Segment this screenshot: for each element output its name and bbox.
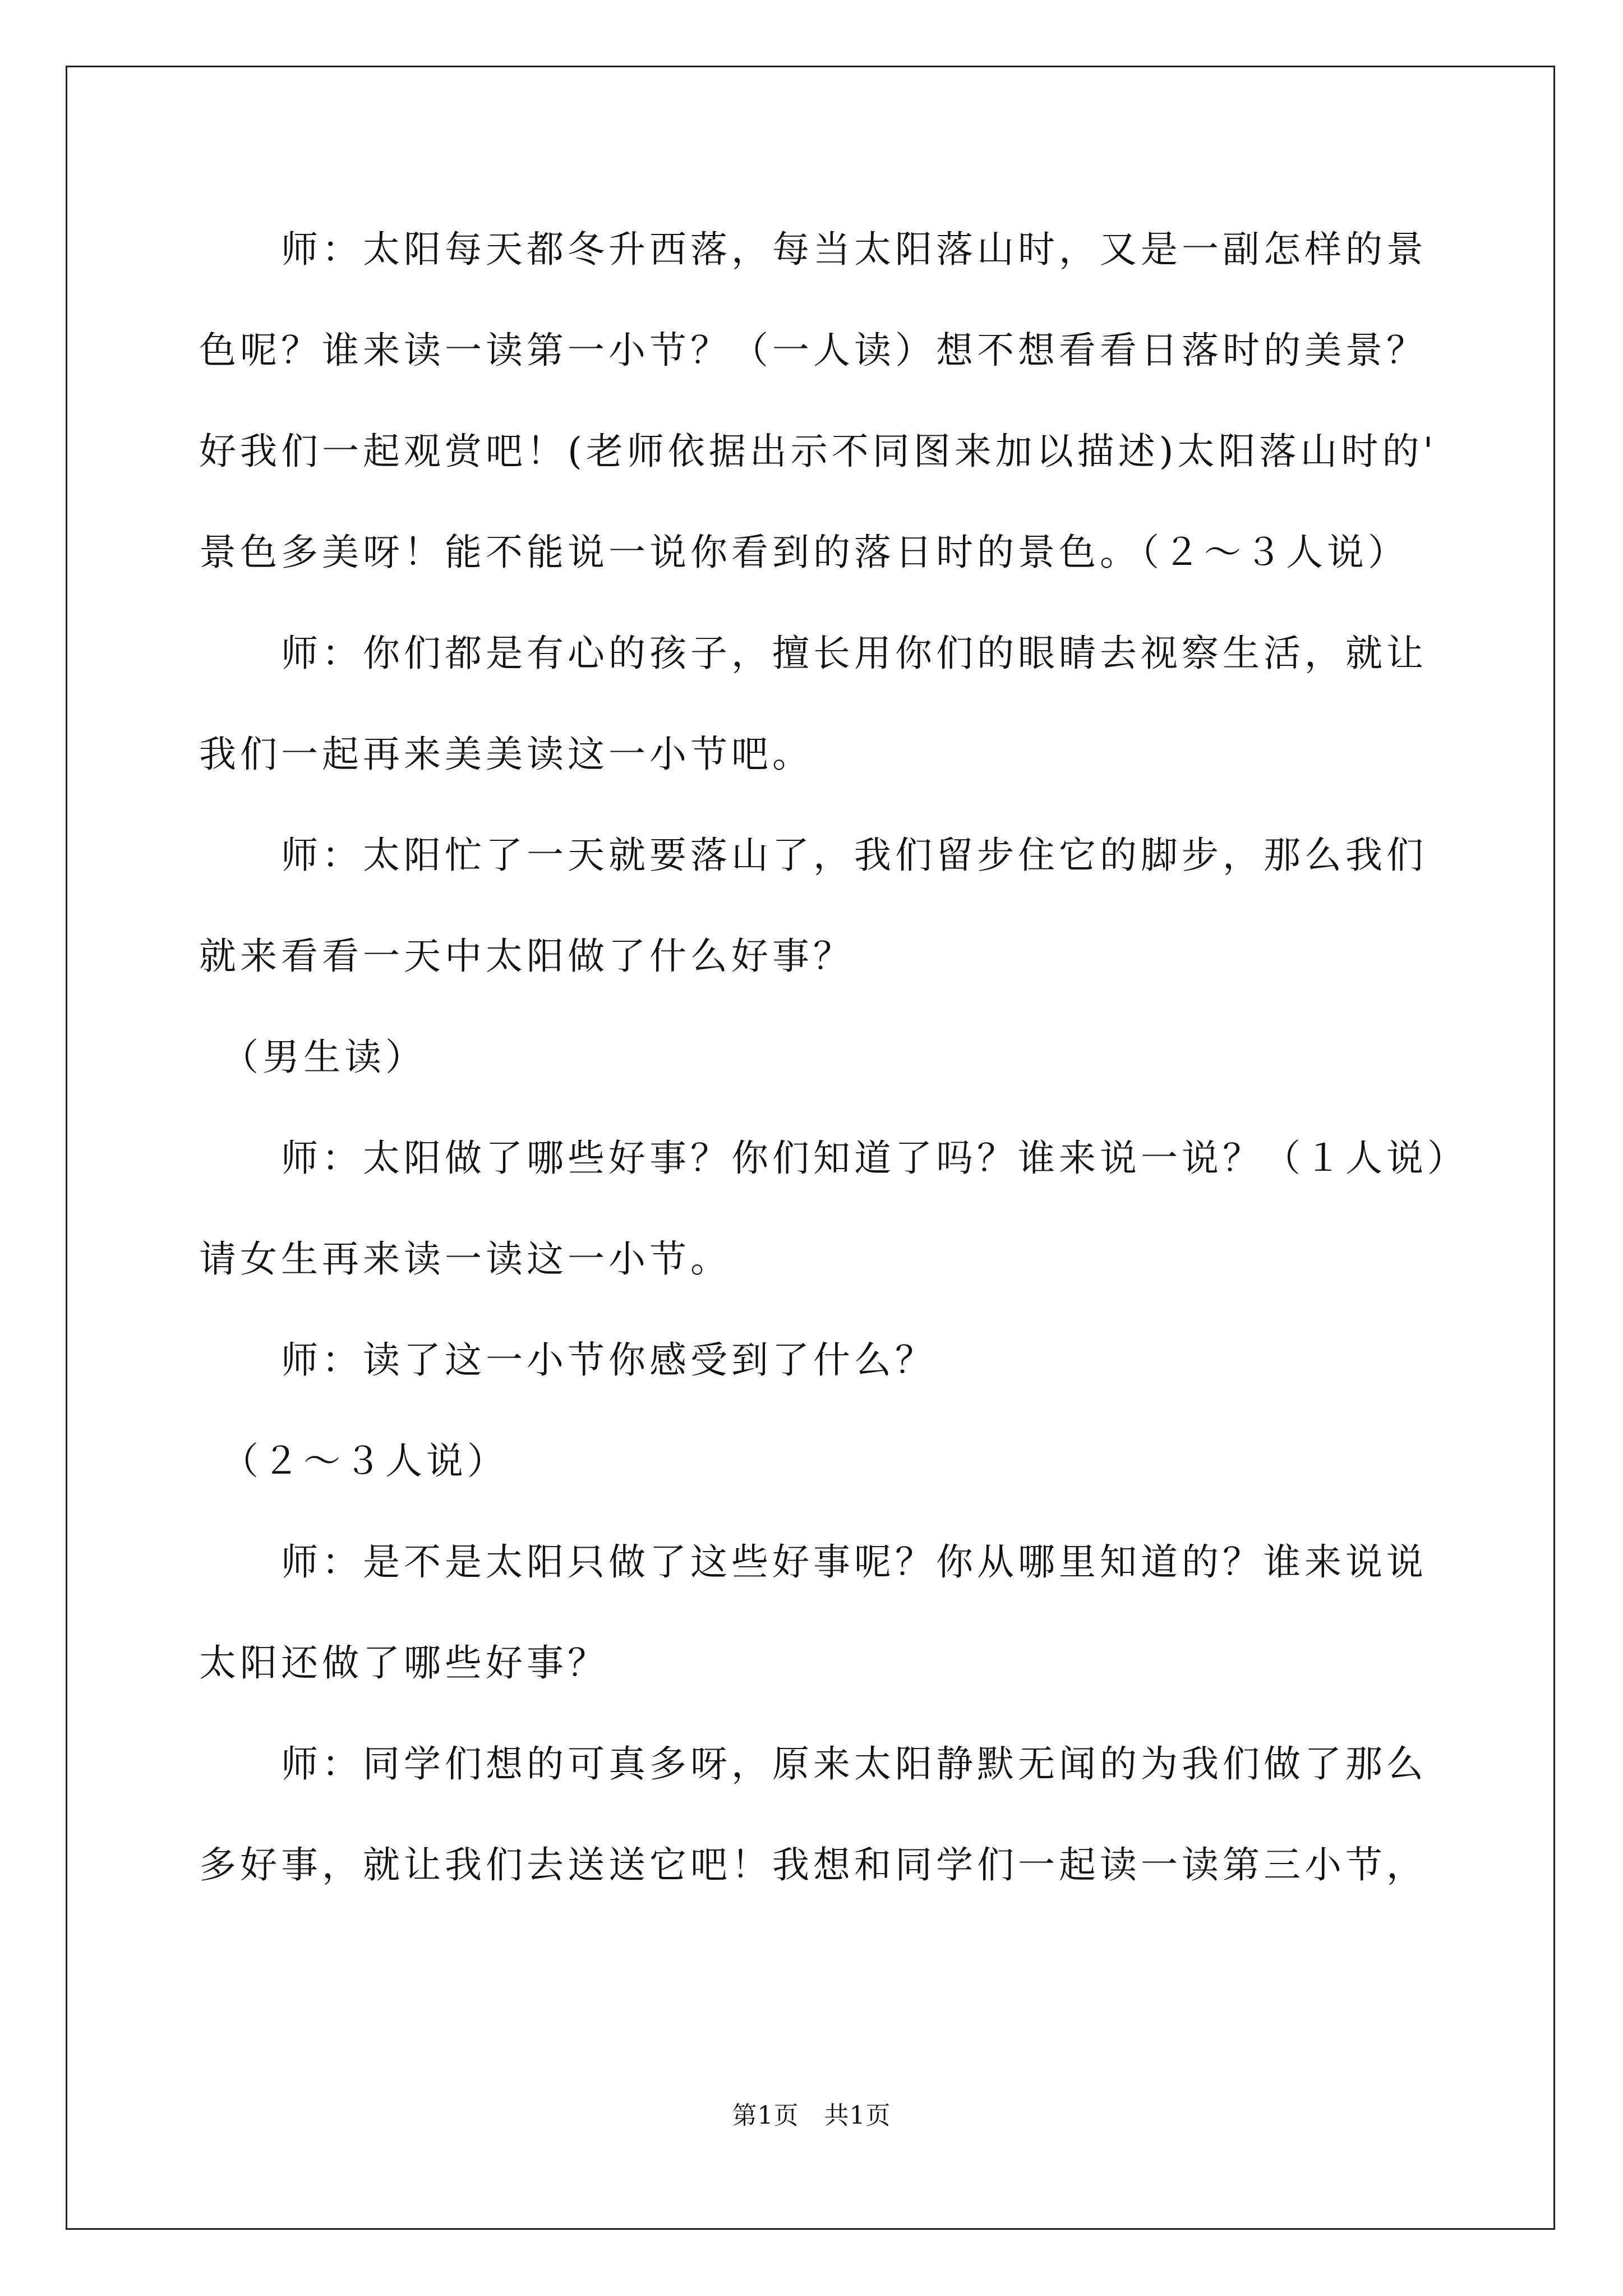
text-line: （男生读） — [199, 1036, 426, 1079]
text-line: 太阳还做了哪些好事？ — [199, 1641, 608, 1685]
text-line: 师：太阳忙了一天就要落山了，我们留步住它的脚步，那么我们 — [199, 834, 1427, 877]
text-line: 好我们一起观赏吧！(老师依据出示不同图来加以描述)太阳落山时的' — [199, 430, 1437, 473]
text-line: 师：读了这一小节你感受到了什么？ — [199, 1338, 936, 1382]
text-line: 多好事，就让我们去送送它吧！我想和同学们一起读一读第三小节， — [199, 1843, 1427, 1887]
text-line: （２～３人说） — [199, 1439, 508, 1483]
text-line: 景色多美呀！能不能说一说你看到的落日时的景色。（２～３人说） — [199, 531, 1409, 574]
text-line: 色呢？谁来读一读第一小节？（一人读）想不想看看日落时的美景？ — [199, 329, 1427, 372]
text-line: 师：太阳做了哪些好事？你们知道了吗？谁来说一说？（１人说） — [199, 1137, 1468, 1180]
text-line: 师：太阳每天都冬升西落，每当太阳落山时，又是一副怎样的景 — [199, 228, 1427, 271]
text-line: 师：是不是太阳只做了这些好事呢？你从哪里知道的？谁来说说 — [199, 1540, 1427, 1584]
text-line: 请女生再来读一读这一小节。 — [199, 1237, 731, 1281]
page-footer: 第1页 共1页 — [732, 2101, 891, 2130]
text-line: 师：你们都是有心的孩子，擅长用你们的眼睛去视察生活，就让 — [199, 632, 1427, 675]
text-line: 就来看看一天中太阳做了什么好事？ — [199, 935, 854, 978]
text-line: 师：同学们想的可真多呀，原来太阳静默无闻的为我们做了那么 — [199, 1742, 1427, 1786]
text-line: 我们一起再来美美读这一小节吧。 — [199, 733, 813, 776]
